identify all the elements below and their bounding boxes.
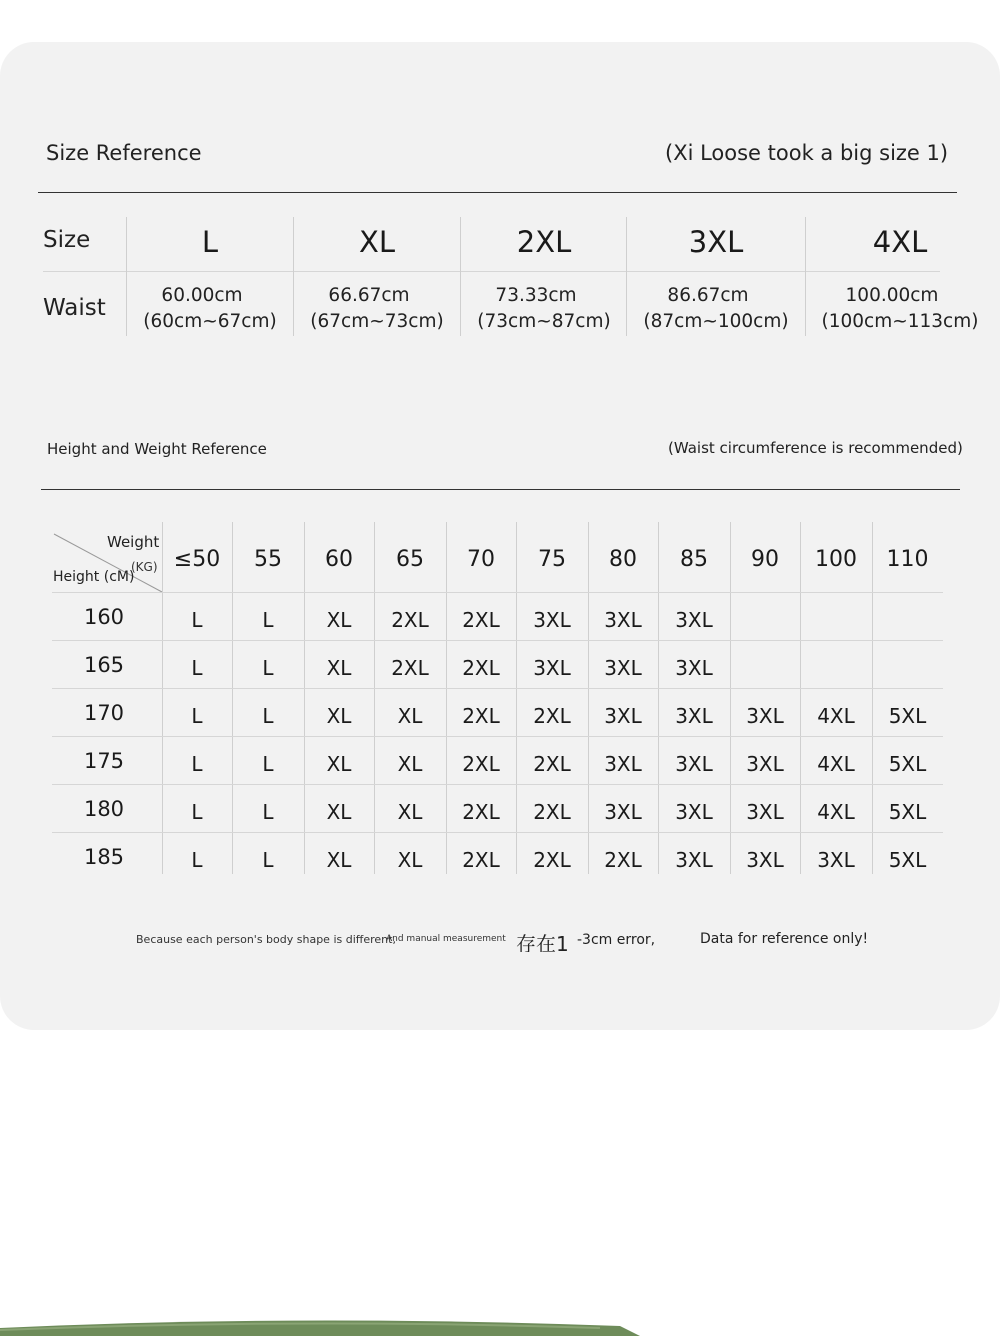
waist-range: (67cm~73cm) xyxy=(310,311,444,332)
size-recommendation-cell: 2XL xyxy=(533,752,571,776)
size-recommendation-cell: 3XL xyxy=(675,608,713,632)
size-recommendation-cell: 3XL xyxy=(675,800,713,824)
size-table-col-divider xyxy=(460,217,461,336)
weight-header-cell: 75 xyxy=(538,547,566,572)
size-recommendation-cell: 2XL xyxy=(462,608,500,632)
size-recommendation-cell: 2XL xyxy=(391,656,429,680)
size-recommendation-cell: XL xyxy=(397,752,423,776)
size-recommendation-cell: L xyxy=(262,752,274,776)
size-recommendation-cell: 2XL xyxy=(533,848,571,872)
weight-header-cell: 65 xyxy=(396,547,424,572)
size-recommendation-cell: 2XL xyxy=(604,848,642,872)
weight-header-cell: 80 xyxy=(609,547,637,572)
waist-range: (73cm~87cm) xyxy=(477,311,611,332)
size-recommendation-cell: XL xyxy=(326,800,352,824)
corner-weight-label: Weight xyxy=(107,533,160,551)
size-recommendation-cell: XL xyxy=(397,704,423,728)
hw-row-divider xyxy=(52,784,943,785)
waist-cell xyxy=(130,283,290,335)
size-recommendation-cell: 3XL xyxy=(746,752,784,776)
size-recommendation-cell: 3XL xyxy=(675,656,713,680)
hw-row-divider xyxy=(52,688,943,689)
hw-reference-divider xyxy=(41,489,960,490)
size-recommendation-cell: 2XL xyxy=(391,608,429,632)
product-image-edge xyxy=(0,1316,640,1336)
size-reference-note: (Xi Loose took a big size 1) xyxy=(665,141,949,165)
size-reference-divider xyxy=(38,192,957,193)
size-header-cell: 2XL xyxy=(516,225,572,259)
size-recommendation-cell: 3XL xyxy=(746,800,784,824)
size-recommendation-cell: L xyxy=(191,752,203,776)
hw-row-divider xyxy=(52,592,943,593)
size-recommendation-cell: 3XL xyxy=(675,752,713,776)
size-recommendation-cell: 4XL xyxy=(817,704,855,728)
waist-value: 73.33cm xyxy=(495,285,577,306)
height-label-cell: 165 xyxy=(83,653,125,677)
weight-header-cell: 70 xyxy=(467,547,495,572)
size-header-cell: 3XL xyxy=(688,225,744,259)
size-recommendation-cell: 4XL xyxy=(817,800,855,824)
size-recommendation-cell: L xyxy=(262,800,274,824)
size-recommendation-cell: 3XL xyxy=(533,656,571,680)
size-recommendation-cell: 2XL xyxy=(462,656,500,680)
waist-value: 100.00cm xyxy=(845,285,939,306)
size-recommendation-cell: L xyxy=(262,656,274,680)
size-recommendation-cell: 5XL xyxy=(888,848,927,872)
hw-row-divider xyxy=(52,736,943,737)
size-recommendation-cell: 2XL xyxy=(462,704,500,728)
waist-cell xyxy=(464,283,624,335)
weight-header-cell: ≤50 xyxy=(173,547,221,572)
size-reference-title: Size Reference xyxy=(46,141,202,165)
hw-row-divider xyxy=(52,832,943,833)
size-recommendation-cell: L xyxy=(262,608,274,632)
footer-part-1: Because each person's body shape is different, xyxy=(136,933,396,946)
size-recommendation-cell: XL xyxy=(397,848,423,872)
size-recommendation-cell: 3XL xyxy=(675,848,713,872)
footer-part-2: And manual measurement xyxy=(386,934,506,944)
size-recommendation-cell: 5XL xyxy=(888,800,927,824)
waist-range: (87cm~100cm) xyxy=(643,311,789,332)
size-recommendation-cell: 3XL xyxy=(817,848,855,872)
size-recommendation-cell: XL xyxy=(326,608,352,632)
size-recommendation-cell: XL xyxy=(326,656,352,680)
waist-range: (100cm~113cm) xyxy=(821,311,979,332)
footer-disclaimer xyxy=(136,928,876,952)
size-recommendation-cell: L xyxy=(191,848,203,872)
size-recommendation-cell: L xyxy=(191,800,203,824)
weight-header-cell: 110 xyxy=(886,547,929,572)
height-label-cell: 180 xyxy=(83,797,125,821)
size-recommendation-cell: XL xyxy=(326,704,352,728)
weight-header-cell: 100 xyxy=(815,547,857,572)
size-header-cell: L xyxy=(201,225,219,259)
size-recommendation-cell: L xyxy=(191,704,203,728)
size-recommendation-cell: XL xyxy=(326,752,352,776)
waist-cell xyxy=(636,283,796,335)
size-recommendation-cell: 3XL xyxy=(675,704,713,728)
waist-range: (60cm~67cm) xyxy=(143,311,277,332)
size-recommendation-cell: L xyxy=(262,704,274,728)
size-recommendation-cell: 5XL xyxy=(888,704,927,728)
size-recommendation-cell: 3XL xyxy=(746,848,784,872)
size-recommendation-cell: 3XL xyxy=(604,704,642,728)
waist-cell xyxy=(297,283,457,335)
size-row-label: Size xyxy=(43,227,91,253)
size-recommendation-cell: XL xyxy=(397,800,423,824)
size-recommendation-cell: 3XL xyxy=(604,656,642,680)
size-recommendation-cell: 2XL xyxy=(462,752,500,776)
size-table-col-divider xyxy=(293,217,294,336)
size-recommendation-cell: 3XL xyxy=(604,800,642,824)
size-recommendation-cell: XL xyxy=(326,848,352,872)
size-recommendation-cell: 2XL xyxy=(462,800,500,824)
size-table-col-divider xyxy=(126,217,127,336)
height-label-cell: 170 xyxy=(83,701,125,725)
footer-part-4: -3cm error, xyxy=(577,932,656,948)
size-recommendation-cell: 3XL xyxy=(533,608,571,632)
footer-part-5: Data for reference only! xyxy=(700,931,869,947)
corner-kg-label: (KG) xyxy=(131,560,158,574)
size-recommendation-cell: L xyxy=(191,608,203,632)
height-label-cell: 175 xyxy=(83,749,125,773)
weight-header-cell: 55 xyxy=(254,547,282,572)
size-recommendation-cell: 2XL xyxy=(533,704,571,728)
size-table-col-divider xyxy=(626,217,627,336)
size-header-cell: 4XL xyxy=(872,225,928,259)
hw-reference-title: Height and Weight Reference xyxy=(47,440,267,458)
hw-reference-note: (Waist circumference is recommended) xyxy=(668,439,963,457)
footer-part-3: 存在1 xyxy=(516,932,569,952)
size-recommendation-cell: 2XL xyxy=(462,848,500,872)
size-recommendation-cell: 5XL xyxy=(888,752,927,776)
height-label-cell: 185 xyxy=(83,845,125,869)
height-label-cell: 160 xyxy=(83,605,125,629)
waist-value: 66.67cm xyxy=(328,285,410,306)
weight-header-cell: 90 xyxy=(751,547,779,572)
waist-value: 86.67cm xyxy=(667,285,749,306)
size-recommendation-cell: L xyxy=(191,656,203,680)
waist-row-label: Waist xyxy=(43,295,106,321)
weight-header-cell: 85 xyxy=(680,547,708,572)
size-table-col-divider xyxy=(805,217,806,336)
size-recommendation-cell: 4XL xyxy=(817,752,855,776)
size-header-cell: XL xyxy=(358,225,396,259)
size-recommendation-cell: 3XL xyxy=(746,704,784,728)
corner-height-label: Height (cM) xyxy=(53,569,135,585)
hw-row-divider xyxy=(52,640,943,641)
size-recommendation-cell: 3XL xyxy=(604,608,642,632)
waist-cell xyxy=(820,283,980,335)
size-recommendation-cell: 2XL xyxy=(533,800,571,824)
size-recommendation-cell: 3XL xyxy=(604,752,642,776)
weight-header-cell: 60 xyxy=(325,547,353,572)
waist-value: 60.00cm xyxy=(161,285,243,306)
size-recommendation-cell: L xyxy=(262,848,274,872)
